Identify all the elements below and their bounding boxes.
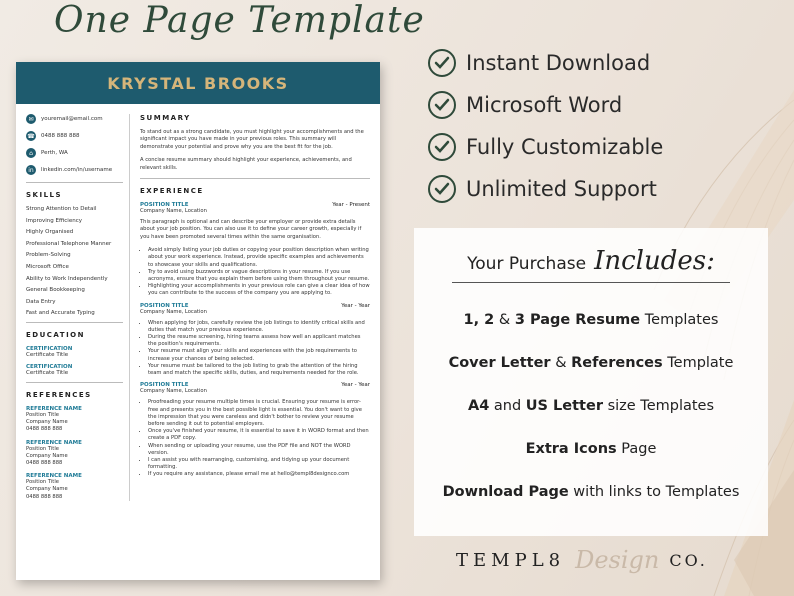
job-bullet: • Your resume must be tailored to the job listing to grab the attention of the hiring team and match the specific skills, duties, and requirements needed for the role.	[148, 363, 370, 377]
check-circle-icon	[428, 91, 456, 119]
job-bullet: • I can assist you with rearranging, customising, and tidying up your document formatting.	[148, 457, 370, 471]
education-sub: Certificate Title	[26, 369, 69, 376]
job-bullet: • When sending or uploading your resume, use the PDF file and NOT the WORD version.	[148, 443, 370, 457]
check-circle-icon	[428, 49, 456, 77]
includes-item: 1, 2 & 3 Page Resume Templates	[463, 312, 719, 328]
reference-entry: REFERENCE NAME Position Title Company Name 0488 888 888	[26, 473, 82, 500]
reference-entry: REFERENCE NAME Position Title Company Name 0488 888 888	[26, 405, 82, 433]
reference-entry: REFERENCE NAME Position Title Company Name 0488 888 888	[26, 439, 82, 466]
job-bullet: • Try to avoid using buzzwords or vague descriptions in your resume. If you use acronyms, ensure that you explain them before using them throughout your resume.	[148, 269, 370, 283]
location-icon: ⌂	[26, 148, 36, 158]
education-heading: EDUCATION	[26, 330, 85, 339]
banner-title: One Page Template	[54, 0, 425, 41]
job-bullet: • During the resume screening, hiring teams assess how well an applicant matches the position's requirements.	[148, 334, 370, 348]
skill-item: Microsoft Office	[26, 263, 69, 270]
feature-item: Fully Customizable	[428, 126, 663, 168]
skill-item: Problem-Solving	[26, 252, 71, 259]
brand-logo: TEMPL8 Design CO.	[456, 546, 708, 574]
skill-item: Data Entry	[26, 298, 56, 305]
skill-item: Professional Telephone Manner	[26, 240, 112, 247]
resume-header	[16, 62, 380, 104]
contact-phone: ☎ 0488 888 888	[27, 132, 80, 140]
job-entry: POSITION TITLE Year - Present Company Name, Location This paragraph is optional and can describe your employer or provide extra details about your job position. You can also use it to define your career growth, especially if you have been promoted several times within the same organisation. • Avoid simply listing your job duties or copying your position description when writing about your work experience. Instead, provide specific examples and achievements to showcase your skills and qualifications. • Try to avoid using buzzwords or vague descriptions in your resume. If you use acronyms, ensure that you explain them before using them throughout your resume. • Highlighting your accomplishments in your previous role can give a clear idea of how you can contribute to the success of the company you are applying to.	[140, 202, 370, 298]
experience-heading: EXPERIENCE	[140, 187, 204, 196]
job-bullet: • Avoid simply listing your job duties or copying your position description when writing about your work experience. Instead, provide specific examples and achievements to showcase your skills and qualifications.	[148, 247, 370, 269]
references-heading: REFERENCES	[26, 390, 92, 399]
includes-title: Your Purchase Includes:	[467, 246, 715, 276]
job-bullet: • Proofreading your resume multiple times is crucial. Ensuring your resume is error-free and presents you in the best possible light is essential. You don't want to give the impression that you were careless and didn't bother to review your resume before sending it out to potential employers.	[148, 399, 370, 428]
job-bullet: • Highlighting your accomplishments in your previous role can give a clear idea of how you can contribute to the success of the company you are applying to.	[148, 283, 370, 297]
includes-item: Extra Icons Page	[525, 441, 657, 457]
contact-linkedin: in linkedin.com/in/username	[26, 165, 123, 175]
summary-heading: SUMMARY	[140, 114, 191, 122]
education-title: CERTIFICATION	[26, 345, 73, 352]
job-bullet: • If you require any assistance, please email me at hello@templ8designco.com	[148, 471, 370, 478]
contact-email: ✉ youremail@email.com	[26, 114, 123, 124]
resume-name: KRYSTAL BROOKS	[107, 73, 289, 93]
check-circle-icon	[428, 133, 456, 161]
linkedin-icon: in	[26, 165, 36, 175]
resume-right-column	[130, 114, 370, 501]
education-sub: Certificate Title	[26, 351, 69, 358]
summary-paragraph: A concise resume summary should highlight your experience, achievements, and relevant skills.	[140, 157, 352, 171]
job-entry: POSITION TITLE Year - Year Company Name, Location • When applying for jobs, carefully review the job listings to identify critical skills and duties that match your previous experience. • During the resume screening, hiring teams assess how well an applicant matches the position's requirements. • Your resume must align your skills and experiences with the job requirements to increase your chances of being selected. • Your resume must be tailored to the job listing to grab the attention of the hiring team and match the specific skills, duties, and requirements needed for the role.	[140, 303, 370, 378]
resume-left-column	[26, 114, 130, 501]
job-bullet: • When applying for jobs, carefully review the job listings to identify critical skills and duties that match your previous experience.	[148, 320, 370, 334]
feature-item: Instant Download	[428, 42, 663, 84]
resume-preview	[16, 62, 380, 580]
feature-item: Unlimited Support	[428, 168, 663, 210]
includes-item: Download Page with links to Templates	[442, 484, 740, 500]
includes-panel	[414, 228, 768, 536]
divider	[452, 282, 730, 283]
includes-item: Cover Letter & References Template	[448, 355, 734, 371]
skills-heading: SKILLS	[26, 191, 63, 199]
job-entry: POSITION TITLE Year - Year Company Name, Location • Proofreading your resume multiple times is crucial. Ensuring your resume is error-free and presents you in the best possible light is essential. You don't want to give the impression that you were careless and didn't bother to review your resume before sending it out to potential employers. • Once you've finished your resume, it is essential to save it in WORD format and then create a PDF copy. • When sending or uploading your resume, use the PDF file and NOT the WORD version. • I can assist you with rearranging, customising, and tidying up your document formatting. • If you require any assistance, please email me at hello@templ8designco.com	[140, 382, 370, 478]
includes-item: A4 and US Letter size Templates	[467, 398, 715, 414]
email-icon: ✉	[26, 114, 36, 124]
feature-item: Microsoft Word	[428, 84, 663, 126]
summary-paragraph: To stand out as a strong candidate, you must highlight your accomplishments and the significant impact you have made in your previous roles. This summary will demonstrate your potential and prove why you are the best fit for the job.	[140, 129, 364, 150]
skill-item: Fast and Accurate Typing	[26, 310, 95, 317]
skill-item: Ability to Work Independently	[26, 275, 108, 282]
check-circle-icon	[428, 175, 456, 203]
contact-location: ⌂ Perth, WA	[26, 148, 123, 158]
skill-item: Improving Efficiency	[26, 217, 82, 224]
phone-icon: ☎	[27, 132, 35, 140]
skill-item: Highly Organised	[26, 229, 74, 236]
education-title: CERTIFICATION	[26, 363, 73, 370]
job-bullet: • Your resume must align your skills and experiences with the job requirements to increase your chances of being selected.	[148, 348, 370, 362]
job-bullet: • Once you've finished your resume, it is essential to save it in WORD format and then create a PDF copy.	[148, 428, 370, 442]
feature-list	[428, 42, 663, 210]
skill-item: Strong Attention to Detail	[26, 206, 97, 212]
skill-item: General Bookkeeping	[26, 287, 85, 294]
